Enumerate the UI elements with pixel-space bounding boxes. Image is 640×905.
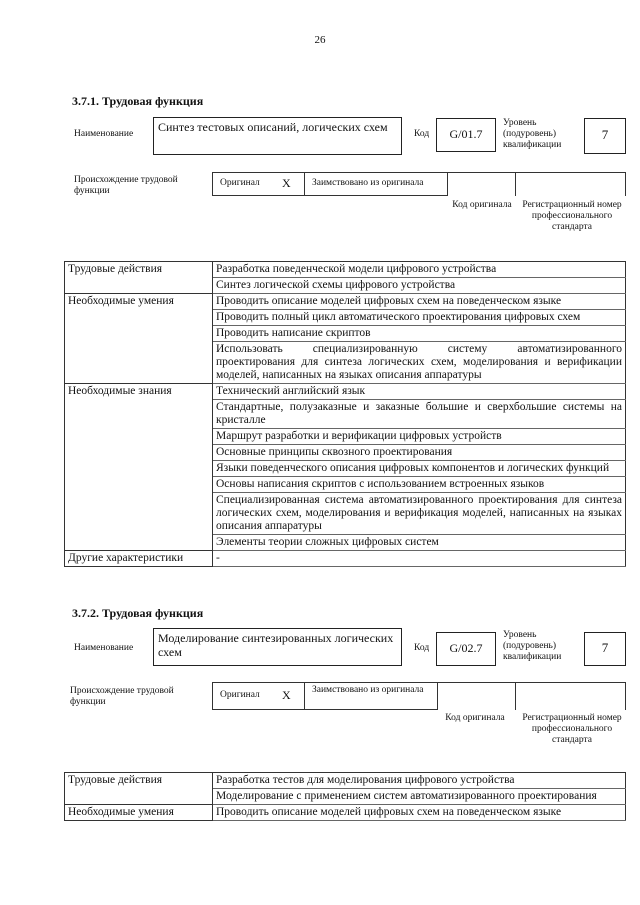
code-label: Код	[414, 643, 430, 653]
table-cell: Синтез логической схемы цифрового устройства	[213, 278, 626, 294]
function-name-box	[153, 628, 402, 666]
section-title: 3.7.2. Трудовая функция	[72, 606, 204, 620]
table-cell: Маршрут разработки и верификации цифровых устройств	[213, 429, 626, 445]
code-box	[436, 632, 496, 666]
code-value: G/01.7	[449, 127, 483, 141]
function-table	[64, 261, 626, 567]
page-number: 26	[314, 34, 326, 46]
code-label: Код	[414, 129, 430, 139]
table-cell: Основы написания скриптов с использованием встроенных языков	[213, 477, 626, 493]
original-label: Оригинал	[220, 178, 260, 188]
table-cell: Использовать специализированную систему автоматизированного проектирования для синтеза логических схем, моделирования и верификации моделей, написанных на языках описания аппаратуры	[213, 342, 626, 384]
table-cell: Проводить описание моделей цифровых схем на поведенческом языке	[213, 294, 626, 310]
table-cell: Разработка поведенческой модели цифрового устройства	[213, 262, 626, 278]
table-cell: -	[213, 551, 626, 567]
table-cell: Стандартные, полузаказные и заказные большие и сверхбольшие системы на кристалле	[213, 400, 626, 429]
function-table	[64, 772, 626, 821]
origin-table	[212, 172, 626, 196]
origin-table	[212, 682, 626, 710]
reg-number-label: Регистрационный номер профессионального стандарта	[522, 200, 622, 232]
orig-code-label: Код оригинала	[452, 200, 512, 210]
borrowed-label: Заимствовано из оригинала	[312, 178, 424, 188]
table-cell: Проводить описание моделей цифровых схем на поведенческом языке	[213, 805, 626, 821]
table-cell: Технический английский язык	[213, 384, 626, 400]
table-cell: Разработка тестов для моделирования цифрового устройства	[213, 773, 626, 789]
name-label: Наименование	[74, 643, 134, 653]
reg-number-label: Регистрационный номер профессионального стандарта	[522, 713, 622, 745]
table-cell: Проводить написание скриптов	[213, 326, 626, 342]
row-label-skills: Необходимые умения	[65, 294, 213, 310]
table-cell: Моделирование с применением систем автоматизированного проектирования	[213, 789, 626, 805]
original-mark: X	[282, 688, 291, 702]
borrowed-label: Заимствовано из оригинала	[312, 685, 424, 695]
original-mark: X	[282, 176, 291, 190]
table-cell: Проводить полный цикл автоматического проектирования цифровых схем	[213, 310, 626, 326]
table-cell: Основные принципы сквозного проектирования	[213, 445, 626, 461]
level-value: 7	[601, 127, 609, 142]
level-box	[584, 118, 626, 154]
row-label-knowledge: Необходимые знания	[65, 384, 213, 400]
row-label-other: Другие характеристики	[65, 551, 213, 567]
section-title: 3.7.1. Трудовая функция	[72, 94, 204, 108]
level-label: Уровень (подуровень) квалификации	[503, 630, 562, 662]
level-value: 7	[601, 640, 609, 655]
name-label: Наименование	[74, 129, 134, 139]
function-name: Синтез тестовых описаний, логических схем	[158, 120, 388, 134]
code-value: G/02.7	[449, 641, 483, 655]
level-label: Уровень (подуровень) квалификации	[503, 118, 562, 150]
orig-code-label: Код оригинала	[445, 713, 505, 723]
row-label-actions: Трудовые действия	[65, 773, 213, 789]
level-box	[584, 632, 626, 666]
row-label-actions: Трудовые действия	[65, 262, 213, 278]
function-name-box	[153, 117, 402, 155]
origin-label: Происхождение трудовой функции	[74, 175, 178, 196]
table-cell: Специализированная система автоматизированного проектирования для синтеза логических схем, моделирования и верификация моделей, написанных на языках описания аппаратуры	[213, 493, 626, 535]
code-box	[436, 118, 496, 152]
table-cell: Элементы теории сложных цифровых систем	[213, 535, 626, 551]
table-cell: Языки поведенческого описания цифровых компонентов и логических функций	[213, 461, 626, 477]
origin-label: Происхождение трудовой функции	[70, 686, 174, 707]
row-label-skills: Необходимые умения	[65, 805, 213, 821]
original-label: Оригинал	[220, 690, 260, 700]
function-name: Моделирование синтезированных логических схем	[158, 631, 394, 659]
